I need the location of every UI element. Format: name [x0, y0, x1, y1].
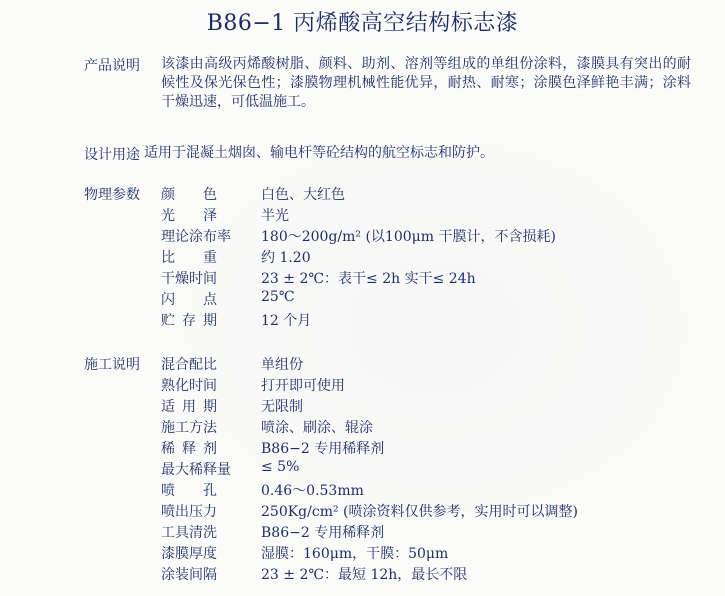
section-label-physical: 物理参数 — [84, 187, 140, 203]
param-name: 最大稀释量 — [161, 462, 231, 478]
param-name: 干燥时间 — [161, 271, 217, 287]
param-value: 23 ± 2℃：表干≤ 2h 实干≤ 24h — [261, 271, 476, 287]
section-physical — [84, 184, 704, 334]
param-name: 喷出压力 — [161, 504, 217, 520]
param-value: 打开即可使用 — [261, 378, 345, 394]
section-label-usage: 设计用途 — [84, 147, 140, 163]
param-value: 23 ± 2℃：最短 12h，最长不限 — [261, 567, 468, 583]
param-value: 180～200g/m² (以100μm 干膜计，不含损耗) — [261, 229, 556, 245]
param-name: 混合配比 — [161, 357, 217, 373]
param-value: B86−2 专用稀释剂 — [261, 525, 385, 541]
param-value: 单组份 — [261, 357, 303, 373]
param-value: B86−2 专用稀释剂 — [261, 441, 385, 457]
param-value: 25℃ — [261, 289, 295, 305]
param-value: 喷涂、刷涂、辊涂 — [261, 420, 373, 436]
param-value: 0.46～0.53mm — [261, 483, 364, 499]
param-name: 光泽 — [161, 208, 245, 224]
usage-description: 适用于混凝土烟囱、输电杆等砼结构的航空标志和防护。 — [144, 145, 494, 161]
section-label-application: 施工说明 — [84, 357, 140, 373]
product-description: 该漆由高级丙烯酸树脂、颜料、助剂、溶剂等组成的单组份涂料，漆膜具有突出的耐候性及保光保色性；漆膜物理机械性能优异，耐热、耐寒；涂膜色泽鲜艳丰满；涂料干燥迅速，可低温施工。 — [161, 56, 691, 110]
section-application — [84, 354, 704, 590]
param-name: 贮存期 — [161, 313, 224, 329]
param-value: 无限制 — [261, 399, 303, 415]
param-value: 半光 — [261, 208, 289, 224]
param-name: 施工方法 — [161, 420, 217, 436]
param-value: ≤ 5% — [261, 459, 300, 475]
param-value: 约 1.20 — [261, 250, 311, 266]
param-name: 闪点 — [161, 292, 245, 308]
param-value: 12 个月 — [261, 313, 312, 329]
param-name: 工具清洗 — [161, 525, 217, 541]
param-name: 稀释剂 — [161, 441, 224, 457]
document-title: B86−1 丙烯酸高空结构标志漆 — [206, 11, 519, 36]
param-name: 漆膜厚度 — [161, 546, 217, 562]
param-name: 理论涂布率 — [161, 229, 231, 245]
param-value: 湿膜：160μm，干膜：50μm — [261, 546, 449, 562]
section-label-product: 产品说明 — [84, 58, 140, 74]
param-value: 白色、大红色 — [261, 187, 345, 203]
param-value: 250Kg/cm² (喷涂资料仅供参考，实用时可以调整) — [261, 504, 578, 520]
param-name: 涂装间隔 — [161, 567, 217, 583]
param-name: 熟化时间 — [161, 378, 217, 394]
param-name: 颜色 — [161, 187, 245, 203]
param-name: 适用期 — [161, 399, 224, 415]
param-name: 比重 — [161, 250, 245, 266]
param-name: 喷孔 — [161, 483, 245, 499]
